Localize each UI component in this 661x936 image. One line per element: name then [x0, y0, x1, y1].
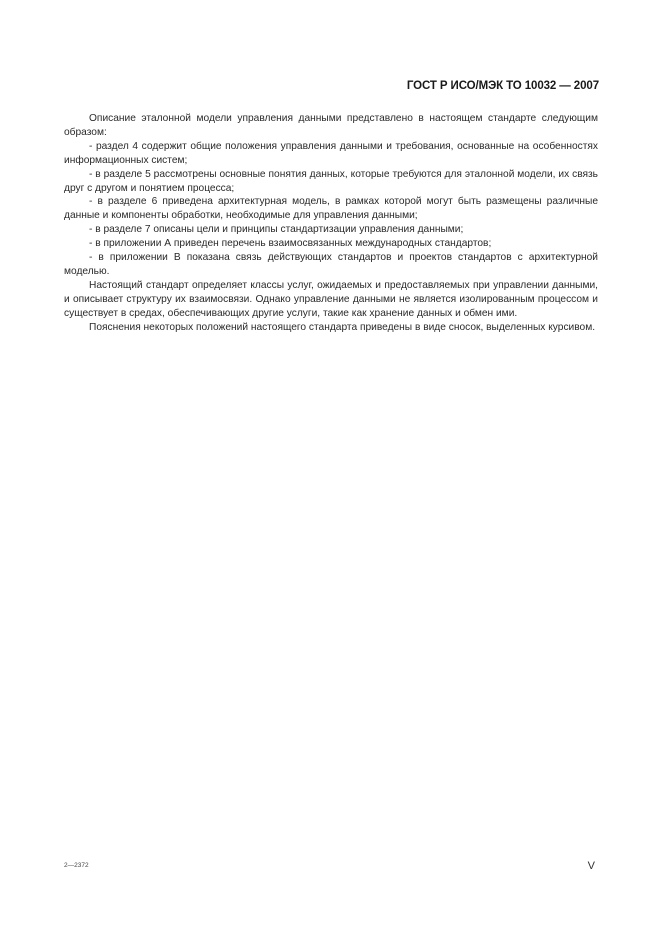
footnote-note-paragraph: Пояснения некоторых положений настоящего стандарта приведены в виде сносок, выделенных курсивом.	[89, 321, 596, 333]
list-item: - в приложении В показана связь действующих стандартов и проектов стандартов с архитектурной моделью.	[64, 252, 598, 277]
document-header: ГОСТ Р ИСО/МЭК ТО 10032 — 2007	[406, 80, 599, 92]
document-body	[64, 112, 598, 335]
print-code: 2—2372	[64, 862, 89, 869]
list-item: - в разделе 6 приведена архитектурная модель, в рамках которой могут быть размещены различные данные и компоненты обработки, необходимые для управления данными;	[64, 196, 598, 222]
scope-paragraph: Настоящий стандарт определяет классы услуг, ожидаемых и предоставляемых при управлении данными, и описывает структуру их взаимосвязи. Однако управление данными не является изолированным процессом и существует в средах, обеспечивающих другие услуги, такие как хранение данных и обмен ими.	[64, 279, 598, 319]
intro-paragraph: Описание эталонной модели управления данными представлено в настоящем стандарте следующим образом:	[64, 113, 598, 138]
list-item: - в разделе 7 описаны цели и принципы стандартизации управления данными;	[89, 224, 464, 236]
list-item: - раздел 4 содержит общие положения управления данными и требования, основанные на особенностях информационных систем;	[64, 140, 598, 166]
list-item: - в приложении А приведен перечень взаимосвязанных международных стандартов;	[89, 238, 492, 250]
list-item: - в разделе 5 рассмотрены основные понятия данных, которые требуются для эталонной модели, их связь друг с другом и понятием процесса;	[64, 168, 598, 194]
page-number: V	[587, 860, 595, 872]
